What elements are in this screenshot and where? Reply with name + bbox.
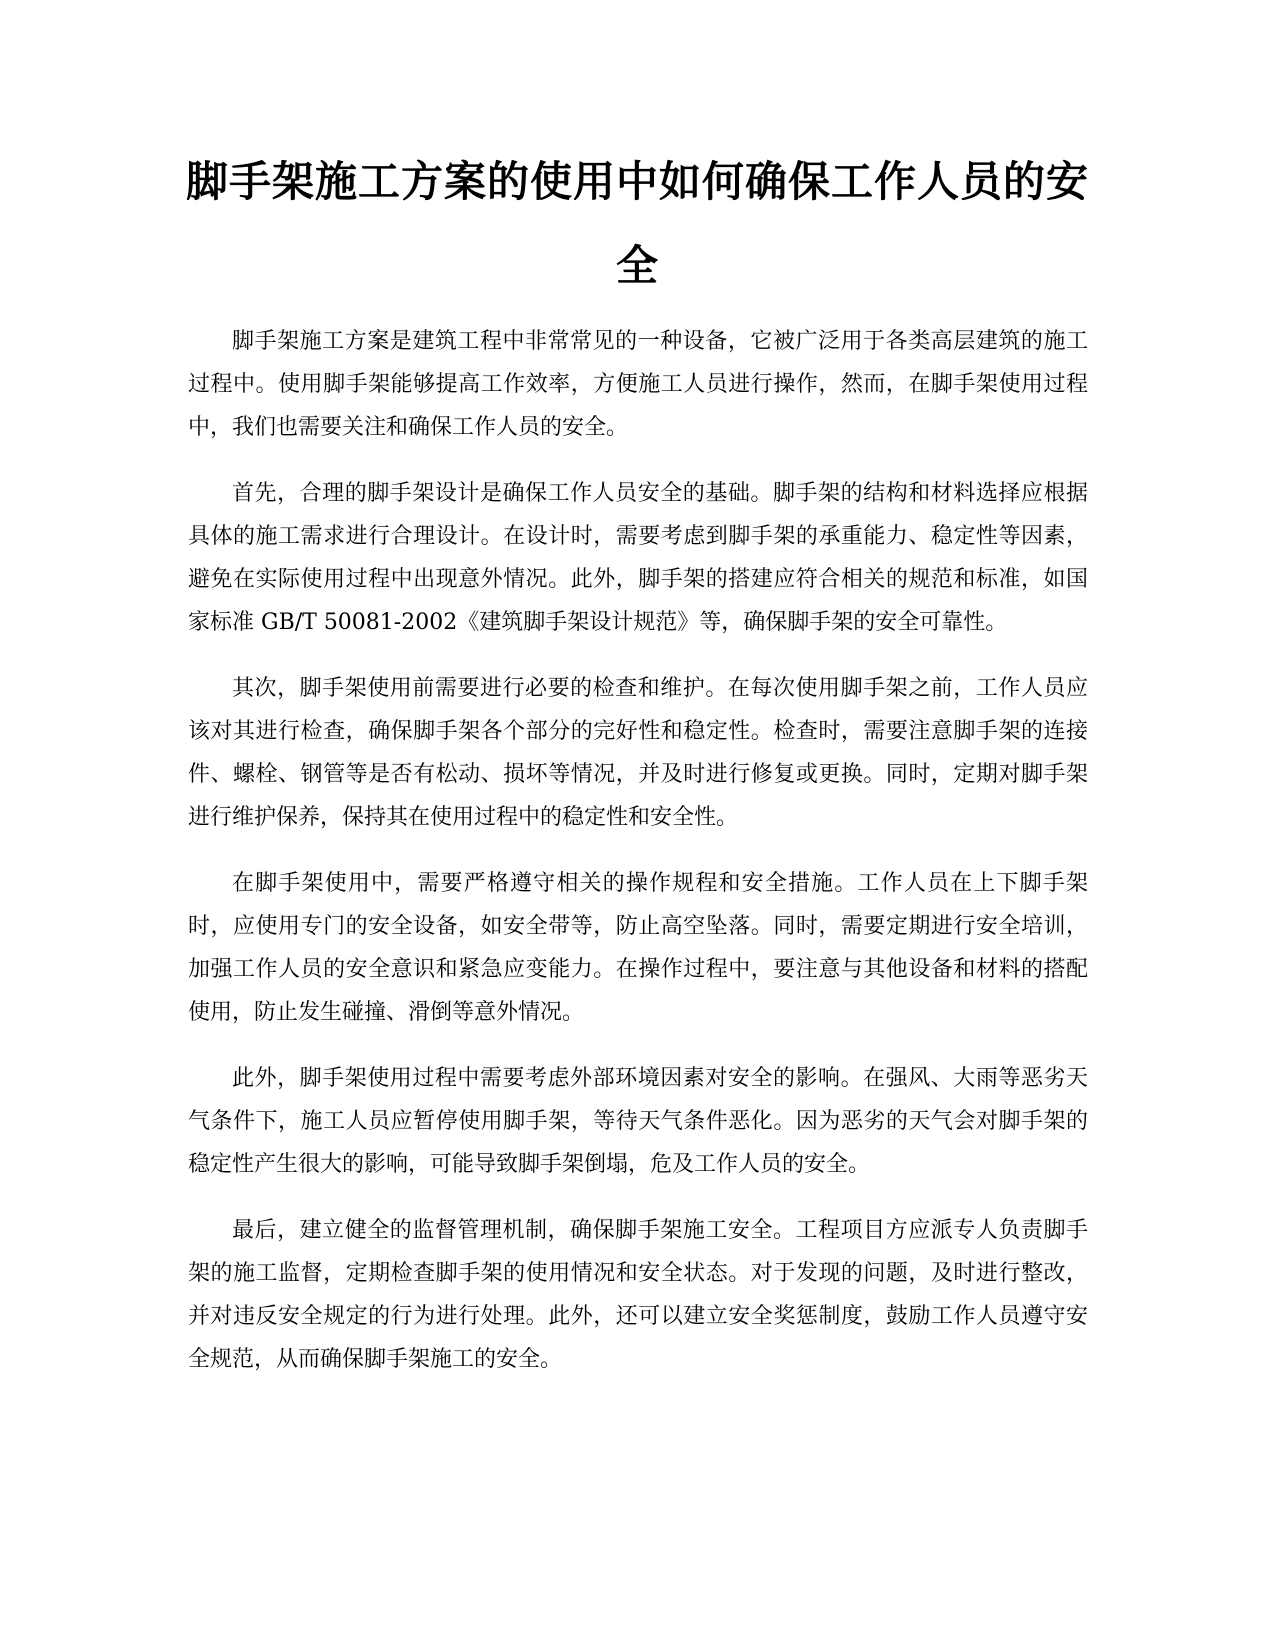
- paragraph-operation: 在脚手架使用中，需要严格遵守相关的操作规程和安全措施。工作人员在上下脚手架时，应使用专门的安全设备，如安全带等，防止高空坠落。同时，需要定期进行安全培训，加强工作人员的安全意识和紧急应变能力。在操作过程中，要注意与其他设备和材料的搭配使用，防止发生碰撞、滑倒等意外情况。: [188, 871, 1088, 1025]
- paragraph-inspection: 其次，脚手架使用前需要进行必要的检查和维护。在每次使用脚手架之前，工作人员应该对其进行检查，确保脚手架各个部分的完好性和稳定性。检查时，需要注意脚手架的连接件、螺栓、钢管等是否有松动、损坏等情况，并及时进行修复或更换。同时，定期对脚手架进行维护保养，保持其在使用过程中的稳定性和安全性。: [188, 676, 1088, 830]
- paragraph-design: 首先，合理的脚手架设计是确保工作人员安全的基础。脚手架的结构和材料选择应根据具体的施工需求进行合理设计。在设计时，需要考虑到脚手架的承重能力、稳定性等因素，避免在实际使用过程中出现意外情况。此外，脚手架的搭建应符合相关的规范和标准，如国家标准 GB/T 50081-2002《建筑脚手架设计规范》等，确保脚手架的安全可靠性。: [188, 481, 1088, 635]
- paragraph-supervision: 最后，建立健全的监督管理机制，确保脚手架施工安全。工程项目方应派专人负责脚手架的施工监督，定期检查脚手架的使用情况和安全状态。对于发现的问题，及时进行整改，并对违反安全规定的行为进行处理。此外，还可以建立安全奖惩制度，鼓励工作人员遵守安全规范，从而确保脚手架施工的安全。: [188, 1218, 1088, 1372]
- document-title: 脚手架施工方案的使用中如何确保工作人员的安全: [185, 157, 1089, 290]
- document-body: [188, 320, 1088, 1404]
- paragraph-intro: 脚手架施工方案是建筑工程中非常常见的一种设备，它被广泛用于各类高层建筑的施工过程中。使用脚手架能够提高工作效率，方便施工人员进行操作，然而，在脚手架使用过程中，我们也需要关注和确保工作人员的安全。: [188, 329, 1088, 440]
- paragraph-environment: 此外，脚手架使用过程中需要考虑外部环境因素对安全的影响。在强风、大雨等恶劣天气条件下，施工人员应暂停使用脚手架，等待天气条件恶化。因为恶劣的天气会对脚手架的稳定性产生很大的影响，可能导致脚手架倒塌，危及工作人员的安全。: [188, 1066, 1088, 1177]
